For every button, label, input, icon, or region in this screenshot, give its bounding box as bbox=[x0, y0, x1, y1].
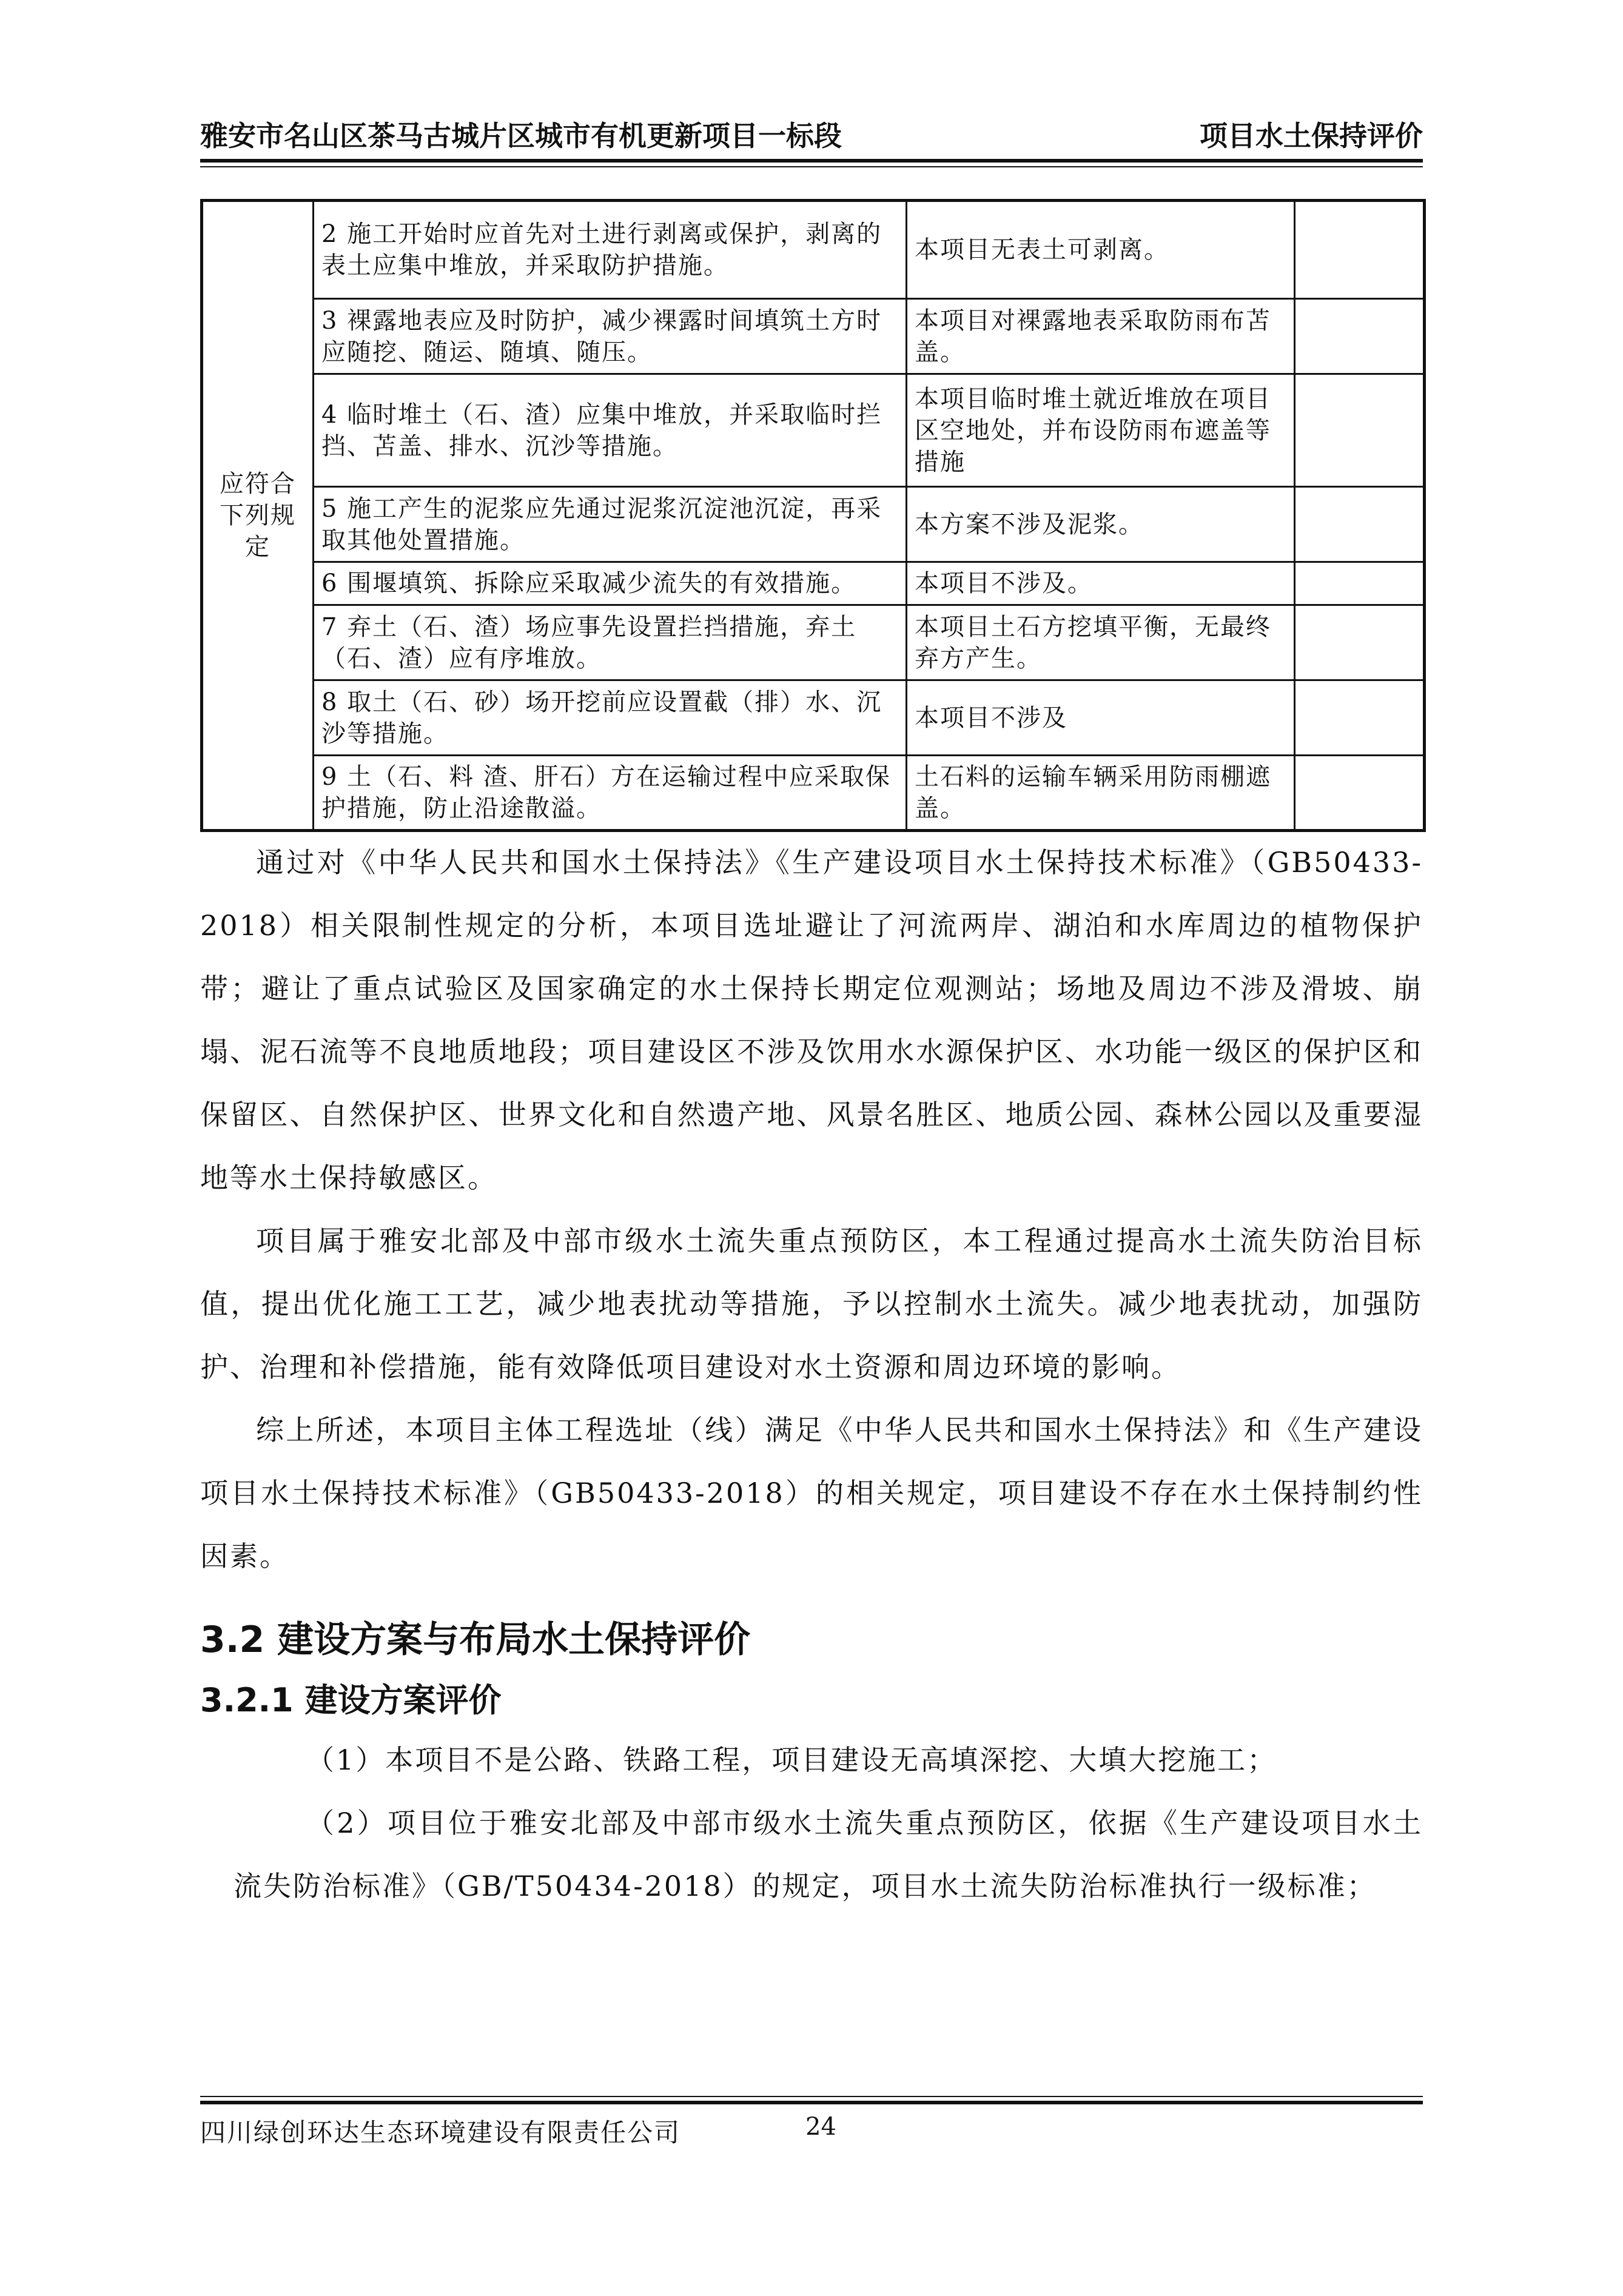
page-number: 24 bbox=[805, 2113, 836, 2141]
list-item: （1）本项目不是公路、铁路工程，项目建设无高填深挖、大填大挖施工； bbox=[306, 1744, 1277, 1776]
body-paragraph: 项目属于雅安北部及中部市级水土流失重点预防区，本工程通过提高水土流失防治目标值，提出优化施工工艺，减少地表扰动等措施，予以控制水土流失。减少地表扰动，加强防护、治理和补偿措施，能有效降低项目建设对水土资源和周边环境的影响。 bbox=[200, 1224, 1423, 1383]
table-requirement-cell: 5 施工产生的泥浆应先通过泥浆沉淀池沉淀，再采取其他处置措施。 bbox=[314, 487, 907, 562]
table-row bbox=[202, 680, 1425, 756]
table-conclusion-cell bbox=[1295, 756, 1425, 831]
header-rule-thick bbox=[200, 159, 1423, 163]
table-requirement-cell: 8 取土（石、砂）场开挖前应设置截（排）水、沉沙等措施。 bbox=[314, 680, 907, 756]
table-conclusion-cell bbox=[1295, 299, 1425, 374]
table-row bbox=[202, 201, 1425, 299]
table-conclusion-cell bbox=[1295, 680, 1425, 756]
table-conclusion-cell bbox=[1295, 201, 1425, 299]
table-analysis-cell: 本项目土石方挖填平衡，无最终弃方产生。 bbox=[907, 605, 1295, 680]
list-item: （2）项目位于雅安北部及中部市级水土流失重点预防区，依据《生产建设项目水土流失防治标准》（GB/T50434-2018）的规定，项目水土流失防治标准执行一级标准； bbox=[234, 1807, 1423, 1902]
table-row bbox=[202, 756, 1425, 831]
table-analysis-cell: 本项目不涉及。 bbox=[907, 562, 1295, 605]
header-section-title: 项目水土保持评价 bbox=[1200, 119, 1423, 152]
header-project-title: 雅安市名山区茶马古城片区城市有机更新项目一标段 bbox=[200, 119, 842, 152]
table-analysis-cell: 本项目临时堆土就近堆放在项目区空地处，并布设防雨布遮盖等措施 bbox=[907, 374, 1295, 487]
table-row bbox=[202, 299, 1425, 374]
section-heading: 3.2 建设方案与布局水土保持评价 bbox=[200, 1619, 751, 1661]
table-analysis-cell: 本项目无表土可剥离。 bbox=[907, 201, 1295, 299]
table-requirement-cell: 4 临时堆土（石、渣）应集中堆放，并采取临时拦挡、苫盖、排水、沉沙等措施。 bbox=[314, 374, 907, 487]
table-row bbox=[202, 605, 1425, 680]
table-analysis-cell: 土石料的运输车辆采用防雨棚遮盖。 bbox=[907, 756, 1295, 831]
table-requirement-cell: 7 弃土（石、渣）场应事先设置拦挡措施，弃土（石、渣）应有序堆放。 bbox=[314, 605, 907, 680]
table-conclusion-cell bbox=[1295, 605, 1425, 680]
table-conclusion-cell bbox=[1295, 374, 1425, 487]
requirements-table bbox=[200, 199, 1426, 832]
footer-rule-thick bbox=[200, 2101, 1423, 2104]
table-conclusion-cell bbox=[1295, 562, 1425, 605]
footer-rule-thin bbox=[200, 2096, 1423, 2097]
table-analysis-cell: 本项目不涉及 bbox=[907, 680, 1295, 756]
table-requirement-cell: 9 土（石、料 渣、肝石）方在运输过程中应采取保护措施，防止沿途散溢。 bbox=[314, 756, 907, 831]
header-rule-thin bbox=[200, 166, 1423, 167]
table-row bbox=[202, 562, 1425, 605]
table-requirement-cell: 6 围堰填筑、拆除应采取减少流失的有效措施。 bbox=[314, 562, 907, 605]
body-paragraph: 通过对《中华人民共和国水土保持法》《生产建设项目水土保持技术标准》（GB50433-2018）相关限制性规定的分析，本项目选址避让了河流两岸、湖泊和水库周边的植物保护带；避让了重点试验区及国家确定的水土保持长期定位观测站；场地及周边不涉及滑坡、崩塌、泥石流等不良地质地段；项目建设区不涉及饮用水水源保护区、水功能一级区的保护区和保留区、自然保护区、世界文化和自然遗产地、风景名胜区、地质公园、森林公园以及重要湿地等水土保持敏感区。 bbox=[200, 846, 1423, 1194]
page-header bbox=[200, 115, 1423, 158]
table-row bbox=[202, 487, 1425, 562]
table-requirement-cell: 2 施工开始时应首先对土进行剥离或保护，剥离的表土应集中堆放，并采取防护措施。 bbox=[314, 201, 907, 299]
table-analysis-cell: 本项目对裸露地表采取防雨布苫盖。 bbox=[907, 299, 1295, 374]
main-body bbox=[200, 831, 1423, 1918]
subsection-heading: 3.2.1 建设方案评价 bbox=[200, 1681, 502, 1719]
table-row bbox=[202, 374, 1425, 487]
table-analysis-cell: 本方案不涉及泥浆。 bbox=[907, 487, 1295, 562]
table-category-cell: 应符合下列规定 bbox=[202, 201, 314, 831]
table-requirement-cell: 3 裸露地表应及时防护，减少裸露时间填筑土方时应随挖、随运、随填、随压。 bbox=[314, 299, 907, 374]
table-conclusion-cell bbox=[1295, 487, 1425, 562]
body-paragraph: 综上所述，本项目主体工程选址（线）满足《中华人民共和国水土保持法》和《生产建设项目水土保持技术标准》（GB50433-2018）的相关规定，项目建设不存在水土保持制约性因素。 bbox=[200, 1414, 1423, 1573]
footer-company: 四川绿创环达生态环境建设有限责任公司 bbox=[200, 2118, 681, 2147]
